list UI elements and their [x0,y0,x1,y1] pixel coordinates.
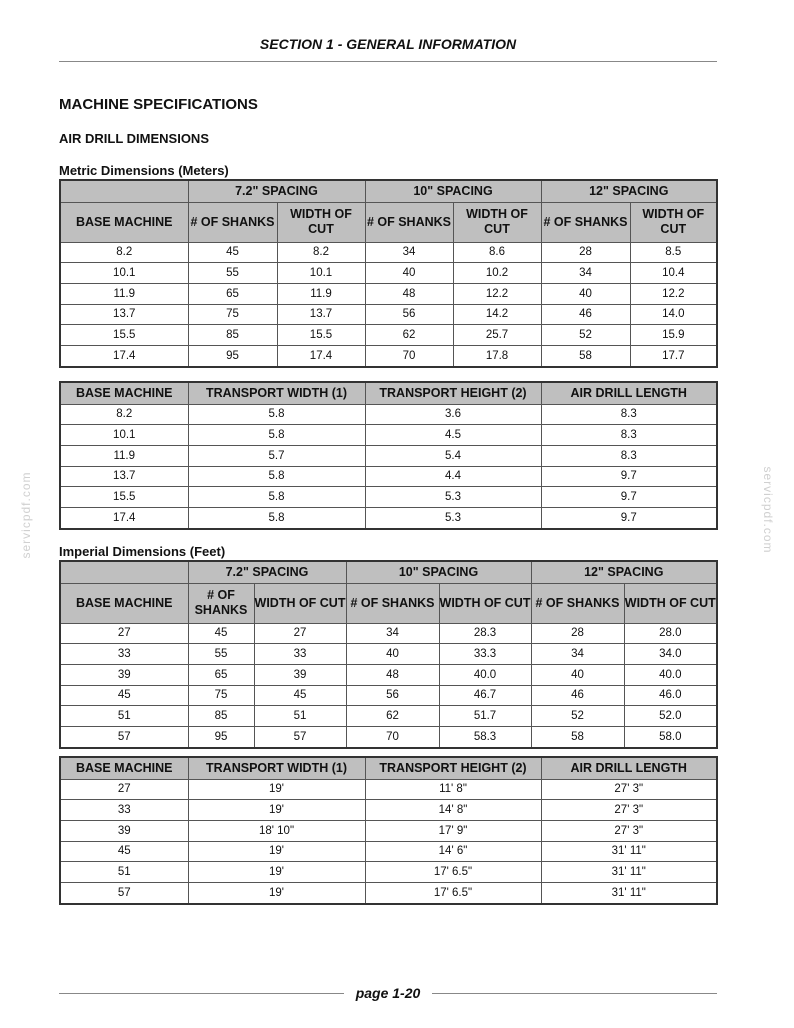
col-header-transport-height: TRANSPORT HEIGHT (2) [365,382,541,404]
table-cell: 70 [346,726,439,747]
table-cell: 52 [531,706,624,727]
table-cell: 31' 11" [541,841,717,862]
table-cell: 27' 3" [541,820,717,841]
col-header-shanks: # OF SHANKS [188,202,277,242]
table-cell: 75 [188,685,254,706]
table-cell: 8.3 [541,425,717,446]
table-cell: 45 [188,242,277,263]
table-cell: 57 [254,726,346,747]
metric-spacing-table [59,179,718,368]
table-cell: 33.3 [439,644,531,665]
table-cell: 10.1 [277,263,365,284]
table-cell: 9.7 [541,466,717,487]
table-cell: 5.3 [365,507,541,528]
table-row [60,841,717,862]
table-cell: 46 [531,685,624,706]
table-cell: 34 [365,242,453,263]
table-cell: 17' 6.5" [365,862,541,883]
col-header-transport-width: TRANSPORT WIDTH (1) [188,382,365,404]
table-cell: 58 [531,726,624,747]
table-row [60,263,717,284]
table-cell: 58.0 [624,726,717,747]
table-cell: 27 [254,623,346,644]
table-cell: 45 [60,685,188,706]
table-cell: 14' 8" [365,800,541,821]
table-cell: 14.0 [630,304,717,325]
col-header-width: WIDTH OF CUT [630,202,717,242]
table-cell: 28 [531,623,624,644]
imperial-transport-table [59,756,718,905]
table-cell: 10.2 [453,263,541,284]
table-cell: 75 [188,304,277,325]
table-cell: 34 [531,644,624,665]
table-cell: 95 [188,345,277,366]
table-cell: 14' 6" [365,841,541,862]
col-header-shanks: # OF SHANKS [346,583,439,623]
table-cell: 14.2 [453,304,541,325]
table-cell: 39 [60,820,188,841]
table-cell: 10.4 [630,263,717,284]
table-cell: 40 [346,644,439,665]
footer-divider [59,993,344,994]
section-header: SECTION 1 - GENERAL INFORMATION [259,36,517,52]
table-cell: 17.4 [60,507,188,528]
table-row [60,623,717,644]
table-cell: 57 [60,726,188,747]
col-header-shanks: # OF SHANKS [531,583,624,623]
footer-divider [432,993,717,994]
table-cell: 95 [188,726,254,747]
table-cell: 40 [541,283,630,304]
table-cell: 58.3 [439,726,531,747]
table-cell: 5.8 [188,507,365,528]
table-cell: 33 [60,644,188,665]
col-header-air-drill-length: AIR DRILL LENGTH [541,757,717,779]
table-cell: 85 [188,325,277,346]
table-cell: 51 [60,706,188,727]
col-header-base-machine: BASE MACHINE [60,757,188,779]
table-cell: 40 [365,263,453,284]
table-cell: 5.8 [188,425,365,446]
table-cell: 19' [188,779,365,800]
col-header-width: WIDTH OF CUT [453,202,541,242]
col-header-air-drill-length: AIR DRILL LENGTH [541,382,717,404]
table-row [60,242,717,263]
table-cell: 10.1 [60,425,188,446]
table-cell: 8.2 [277,242,365,263]
table-cell: 8.2 [60,242,188,263]
table-cell: 13.7 [60,304,188,325]
table-cell: 28.3 [439,623,531,644]
watermark: servicpdf.com [19,471,33,559]
table-row [60,507,717,528]
table-cell: 48 [365,283,453,304]
spacing-header: 7.2" SPACING [188,180,365,202]
table-cell: 4.5 [365,425,541,446]
table-cell: 17.8 [453,345,541,366]
table-cell: 52.0 [624,706,717,727]
table-cell: 17.4 [60,345,188,366]
table-row [60,882,717,903]
table-row [60,685,717,706]
table-cell: 11' 8" [365,779,541,800]
table-row [60,820,717,841]
table-cell: 13.7 [277,304,365,325]
table-cell: 13.7 [60,466,188,487]
table-cell: 17.7 [630,345,717,366]
table-cell: 40 [531,664,624,685]
table-row [60,404,717,425]
table-cell: 11.9 [277,283,365,304]
table-cell: 33 [60,800,188,821]
table-row [60,345,717,366]
table-cell: 51.7 [439,706,531,727]
table-cell: 12.2 [630,283,717,304]
table-cell: 19' [188,882,365,903]
col-header-shanks: # OF SHANKS [188,583,254,623]
table-row [60,644,717,665]
table-cell: 18' 10" [188,820,365,841]
table-cell: 19' [188,841,365,862]
table-cell: 10.1 [60,263,188,284]
table-cell: 39 [60,664,188,685]
table-cell: 46.0 [624,685,717,706]
table-cell: 17.4 [277,345,365,366]
table-cell: 9.7 [541,507,717,528]
table-cell: 55 [188,263,277,284]
col-header-transport-height: TRANSPORT HEIGHT (2) [365,757,541,779]
table-cell: 27 [60,779,188,800]
col-header-width: WIDTH OF CUT [277,202,365,242]
table-cell: 33 [254,644,346,665]
table-cell: 8.5 [630,242,717,263]
table-cell: 17' 9" [365,820,541,841]
table-cell: 62 [365,325,453,346]
table-cell: 58 [541,345,630,366]
table-cell: 15.5 [277,325,365,346]
table-cell: 15.9 [630,325,717,346]
table-cell: 51 [60,862,188,883]
blank-header-cell [60,180,188,202]
table-cell: 4.4 [365,466,541,487]
table-cell: 5.8 [188,404,365,425]
col-header-base-machine: BASE MACHINE [60,382,188,404]
table-cell: 8.2 [60,404,188,425]
table-cell: 62 [346,706,439,727]
col-header-base-machine: BASE MACHINE [60,583,188,623]
table-cell: 65 [188,664,254,685]
table-row [60,425,717,446]
table-cell: 56 [365,304,453,325]
table-cell: 34 [346,623,439,644]
table-cell: 3.6 [365,404,541,425]
table-cell: 19' [188,862,365,883]
table-cell: 51 [254,706,346,727]
table-cell: 27' 3" [541,800,717,821]
imperial-caption: Imperial Dimensions (Feet) [59,544,226,559]
col-header-width: WIDTH OF CUT [439,583,531,623]
table-cell: 45 [60,841,188,862]
table-cell: 39 [254,664,346,685]
table-cell: 8.6 [453,242,541,263]
table-cell: 34.0 [624,644,717,665]
table-cell: 28.0 [624,623,717,644]
header-divider [59,61,717,62]
spacing-header: 7.2" SPACING [188,561,346,583]
table-cell: 27 [60,623,188,644]
table-cell: 31' 11" [541,862,717,883]
spacing-header: 12" SPACING [541,180,717,202]
table-row [60,466,717,487]
table-row [60,800,717,821]
table-cell: 28 [541,242,630,263]
metric-caption: Metric Dimensions (Meters) [59,163,229,178]
table-cell: 70 [365,345,453,366]
subsection-title: AIR DRILL DIMENSIONS [59,131,209,146]
table-row [60,726,717,747]
table-row [60,325,717,346]
table-row [60,304,717,325]
table-cell: 27' 3" [541,779,717,800]
col-header-transport-width: TRANSPORT WIDTH (1) [188,757,365,779]
table-cell: 17' 6.5" [365,882,541,903]
table-row [60,487,717,508]
table-cell: 8.3 [541,404,717,425]
imperial-spacing-table [59,560,718,749]
table-cell: 11.9 [60,283,188,304]
page-number: page 1-20 [355,985,421,1001]
table-cell: 40.0 [439,664,531,685]
table-cell: 46 [541,304,630,325]
table-cell: 55 [188,644,254,665]
table-cell: 11.9 [60,445,188,466]
table-row [60,445,717,466]
table-row [60,664,717,685]
table-cell: 34 [541,263,630,284]
table-row [60,779,717,800]
table-cell: 48 [346,664,439,685]
table-cell: 15.5 [60,325,188,346]
metric-transport-table [59,381,718,530]
table-cell: 56 [346,685,439,706]
col-header-width: WIDTH OF CUT [254,583,346,623]
col-header-shanks: # OF SHANKS [541,202,630,242]
table-cell: 12.2 [453,283,541,304]
table-cell: 8.3 [541,445,717,466]
table-cell: 9.7 [541,487,717,508]
table-cell: 5.3 [365,487,541,508]
table-cell: 45 [254,685,346,706]
table-cell: 31' 11" [541,882,717,903]
table-row [60,862,717,883]
table-cell: 5.8 [188,466,365,487]
table-cell: 52 [541,325,630,346]
table-cell: 57 [60,882,188,903]
spacing-header: 10" SPACING [365,180,541,202]
spacing-header: 12" SPACING [531,561,717,583]
col-header-width: WIDTH OF CUT [624,583,717,623]
table-cell: 5.8 [188,487,365,508]
table-cell: 5.7 [188,445,365,466]
watermark: servicpdf.com [761,466,775,554]
table-cell: 46.7 [439,685,531,706]
table-cell: 19' [188,800,365,821]
table-row [60,283,717,304]
page-title: MACHINE SPECIFICATIONS [59,96,258,113]
col-header-shanks: # OF SHANKS [365,202,453,242]
blank-header-cell [60,561,188,583]
col-header-base-machine: BASE MACHINE [60,202,188,242]
table-cell: 5.4 [365,445,541,466]
table-cell: 65 [188,283,277,304]
table-cell: 25.7 [453,325,541,346]
table-cell: 85 [188,706,254,727]
table-cell: 45 [188,623,254,644]
table-cell: 15.5 [60,487,188,508]
table-row [60,706,717,727]
table-cell: 40.0 [624,664,717,685]
spacing-header: 10" SPACING [346,561,531,583]
